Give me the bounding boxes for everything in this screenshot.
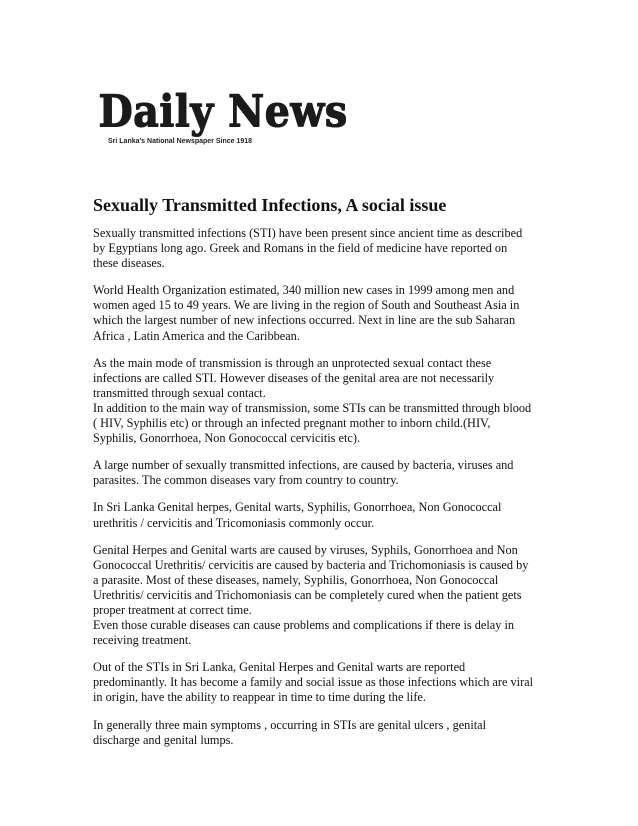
paragraph-line: receiving treatment. bbox=[93, 633, 192, 648]
masthead bbox=[98, 86, 348, 158]
paragraph-line: these diseases. bbox=[93, 256, 165, 271]
paragraph-line: Sexually transmitted infections (STI) have been present since ancient time as described bbox=[93, 226, 523, 240]
article-paragraph bbox=[93, 660, 553, 705]
masthead-tagline: Sri Lanka's National Newspaper Since 1918 bbox=[108, 138, 253, 145]
paragraph-line: In generally three main symptoms , occurring in STIs are genital ulcers , genital bbox=[93, 717, 487, 732]
article-paragraph bbox=[93, 500, 553, 530]
paragraph-line: discharge and genital lumps. bbox=[93, 732, 234, 747]
newspaper-logo: Daily News bbox=[98, 86, 348, 137]
paragraph-line: a parasite. Most of these diseases, namely, Syphilis, Gonorrhoea, Non Gonococcal bbox=[93, 572, 499, 587]
paragraph-line: World Health Organization estimated, 340 million new cases in 1999 among men and bbox=[93, 283, 515, 298]
paragraph-line: A large number of sexually transmitted infections, are caused by bacteria, viruses and bbox=[93, 458, 514, 473]
paragraph-line: women aged 15 to 49 years. We are living in the region of South and Southeast Asia in bbox=[93, 298, 520, 313]
paragraph-line: In addition to the main way of transmission, some STIs can be transmitted through blood bbox=[93, 400, 532, 415]
paragraph-line: by Egyptians long ago. Greek and Romans in the field of medicine have reported on bbox=[93, 241, 508, 256]
article-headline: Sexually Transmitted Infections, A social issue bbox=[93, 195, 447, 215]
paragraph-line: Africa , Latin America and the Caribbean. bbox=[93, 328, 300, 343]
paragraph-line: In Sri Lanka Genital herpes, Genital warts, Syphilis, Gonorrhoea, Non Gonococcal bbox=[93, 500, 502, 515]
paragraph-line: which the largest number of new infections occurred. Next in line are the sub Saharan bbox=[93, 313, 516, 328]
paragraph-line: ( HIV, Syphilis etc) or through an infected pregnant mother to inborn child.(HIV, bbox=[93, 416, 491, 431]
paragraph-line: in origin, have the ability to reappear in time to time during the life. bbox=[93, 690, 426, 705]
article-paragraph bbox=[93, 356, 553, 447]
article-paragraph bbox=[93, 226, 553, 271]
paragraph-line: Syphilis, Gonorrhoea, Non Gonococcal cervicitis etc). bbox=[93, 431, 361, 446]
article bbox=[93, 194, 553, 760]
paragraph-line: As the main mode of transmission is through an unprotected sexual contact these bbox=[93, 355, 492, 370]
article-paragraph bbox=[93, 718, 553, 748]
paragraph-line: Urethritis/ cervicitis and Trichomoniasis can be completely cured when the patient gets bbox=[93, 587, 522, 602]
paragraph-line: urethritis / cervicitis and Tricomoniasis commonly occur. bbox=[93, 515, 375, 530]
paragraph-line: proper treatment at correct time. bbox=[93, 602, 252, 617]
paragraph-line: Even those curable diseases can cause problems and complications if there is delay in bbox=[93, 618, 515, 633]
article-paragraph bbox=[93, 283, 553, 343]
paragraph-line: parasites. The common diseases vary from country to country. bbox=[93, 473, 399, 488]
paragraph-line: predominantly. It has become a family and social issue as those infections which are viral bbox=[93, 675, 534, 690]
paragraph-line: Genital Herpes and Genital warts are caused by viruses, Syphils, Gonorrhoea and Non bbox=[93, 542, 518, 557]
paragraph-line: Gonococcal Urethritis/ cervicitis are caused by bacteria and Trichomoniasis is caused by bbox=[93, 557, 529, 572]
paragraph-line: Out of the STIs in Sri Lanka, Genital Herpes and Genital warts are reported bbox=[93, 660, 466, 675]
article-paragraph bbox=[93, 543, 553, 649]
article-paragraph bbox=[93, 458, 553, 488]
article-body bbox=[93, 226, 553, 748]
paragraph-line: transmitted through sexual contact. bbox=[93, 385, 266, 400]
paragraph-line: infections are called STI. However diseases of the genital area are not necessarily bbox=[93, 370, 495, 385]
